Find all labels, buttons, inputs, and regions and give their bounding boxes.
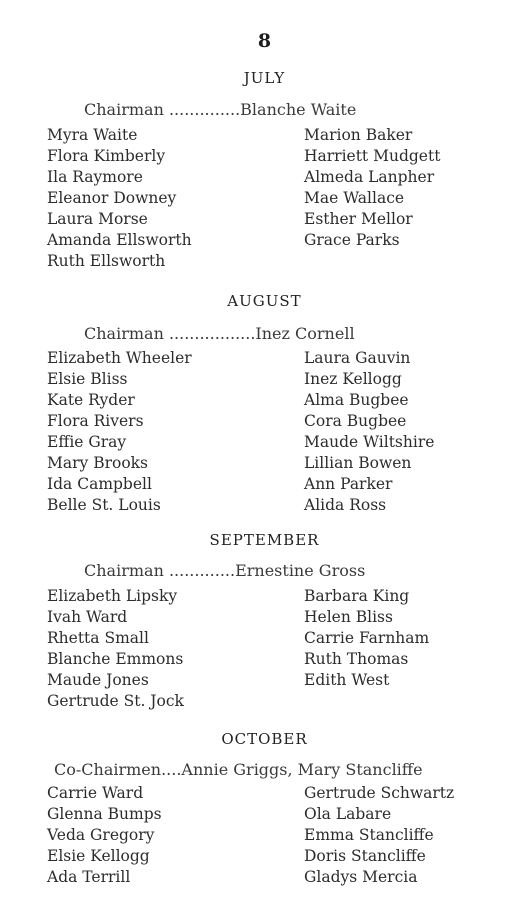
member-name: Carrie Ward xyxy=(47,784,144,802)
member-name: Ila Raymore xyxy=(47,168,143,186)
member-name: Elsie Kellogg xyxy=(47,847,150,865)
member-name: Emma Stancliffe xyxy=(304,826,434,844)
member-name: Maude Wiltshire xyxy=(304,433,435,451)
member-name: Marion Baker xyxy=(304,126,413,144)
section-august xyxy=(0,291,529,514)
member-name: Maude Jones xyxy=(47,671,149,689)
chairman-line: Chairman ..............Blanche Waite xyxy=(84,100,357,119)
member-name: Belle St. Louis xyxy=(47,496,161,514)
member-name: Blanche Emmons xyxy=(47,650,184,668)
member-name: Gladys Mercia xyxy=(304,868,418,886)
page-number: 8 xyxy=(257,30,272,52)
member-name: Amanda Ellsworth xyxy=(47,231,192,249)
member-name: Inez Kellogg xyxy=(304,370,402,388)
co-chairmen-line: Co-Chairmen....Annie Griggs, Mary Stancliffe xyxy=(54,760,423,779)
member-name: Veda Gregory xyxy=(47,826,155,844)
member-name: Laura Morse xyxy=(47,210,148,228)
member-name: Doris Stancliffe xyxy=(304,847,426,865)
member-name: Gertrude St. Jock xyxy=(47,692,184,710)
month-title: SEPTEMBER xyxy=(209,531,320,549)
member-name: Esther Mellor xyxy=(304,210,413,228)
member-name: Almeda Lanpher xyxy=(304,168,435,186)
member-name: Ola Labare xyxy=(304,805,392,823)
member-name: Helen Bliss xyxy=(304,608,393,626)
member-name: Kate Ryder xyxy=(47,391,135,409)
member-name: Rhetta Small xyxy=(47,629,149,647)
section-september xyxy=(0,530,529,710)
member-column-left xyxy=(47,125,192,272)
member-name: Carrie Farnham xyxy=(304,629,430,647)
member-column-left xyxy=(47,348,192,516)
member-name: Grace Parks xyxy=(304,231,400,249)
member-name: Ivah Ward xyxy=(47,608,128,626)
member-name: Effie Gray xyxy=(47,433,127,451)
member-name: Lillian Bowen xyxy=(304,454,412,472)
member-name: Myra Waite xyxy=(47,126,138,144)
member-name: Elizabeth Wheeler xyxy=(47,349,192,367)
section-october xyxy=(0,729,529,886)
member-name: Ida Campbell xyxy=(47,475,152,493)
member-name: Elsie Bliss xyxy=(47,370,128,388)
member-name: Cora Bugbee xyxy=(304,412,407,430)
member-name: Harriett Mudgett xyxy=(304,147,441,165)
member-name: Laura Gauvin xyxy=(304,349,411,367)
member-column-right xyxy=(304,125,440,251)
member-name: Glenna Bumps xyxy=(47,805,162,823)
chairman-line: Chairman .............Ernestine Gross xyxy=(84,561,366,580)
member-column-right xyxy=(304,348,434,516)
member-name: Mae Wallace xyxy=(304,189,405,207)
member-name: Flora Rivers xyxy=(47,412,144,430)
member-name: Elizabeth Lipsky xyxy=(47,587,178,605)
chairman-line: Chairman .................Inez Cornell xyxy=(84,324,355,343)
member-name: Eleanor Downey xyxy=(47,189,177,207)
member-name: Alma Bugbee xyxy=(304,391,409,409)
member-name: Gertrude Schwartz xyxy=(304,784,455,802)
member-column-left xyxy=(47,586,184,712)
member-column-right xyxy=(304,586,429,691)
member-column-left xyxy=(47,783,162,888)
member-name: Ruth Thomas xyxy=(304,650,409,668)
member-name: Edith West xyxy=(304,671,390,689)
section-july xyxy=(0,68,529,270)
member-name: Ruth Ellsworth xyxy=(47,252,166,270)
member-column-right xyxy=(304,783,454,888)
month-title: AUGUST xyxy=(227,292,302,310)
member-name: Barbara King xyxy=(304,587,410,605)
member-name: Ada Terrill xyxy=(47,868,131,886)
member-name: Flora Kimberly xyxy=(47,147,166,165)
member-name: Mary Brooks xyxy=(47,454,149,472)
member-name: Ann Parker xyxy=(304,475,393,493)
member-name: Alida Ross xyxy=(304,496,387,514)
month-title: JULY xyxy=(243,69,286,87)
month-title: OCTOBER xyxy=(221,730,308,748)
